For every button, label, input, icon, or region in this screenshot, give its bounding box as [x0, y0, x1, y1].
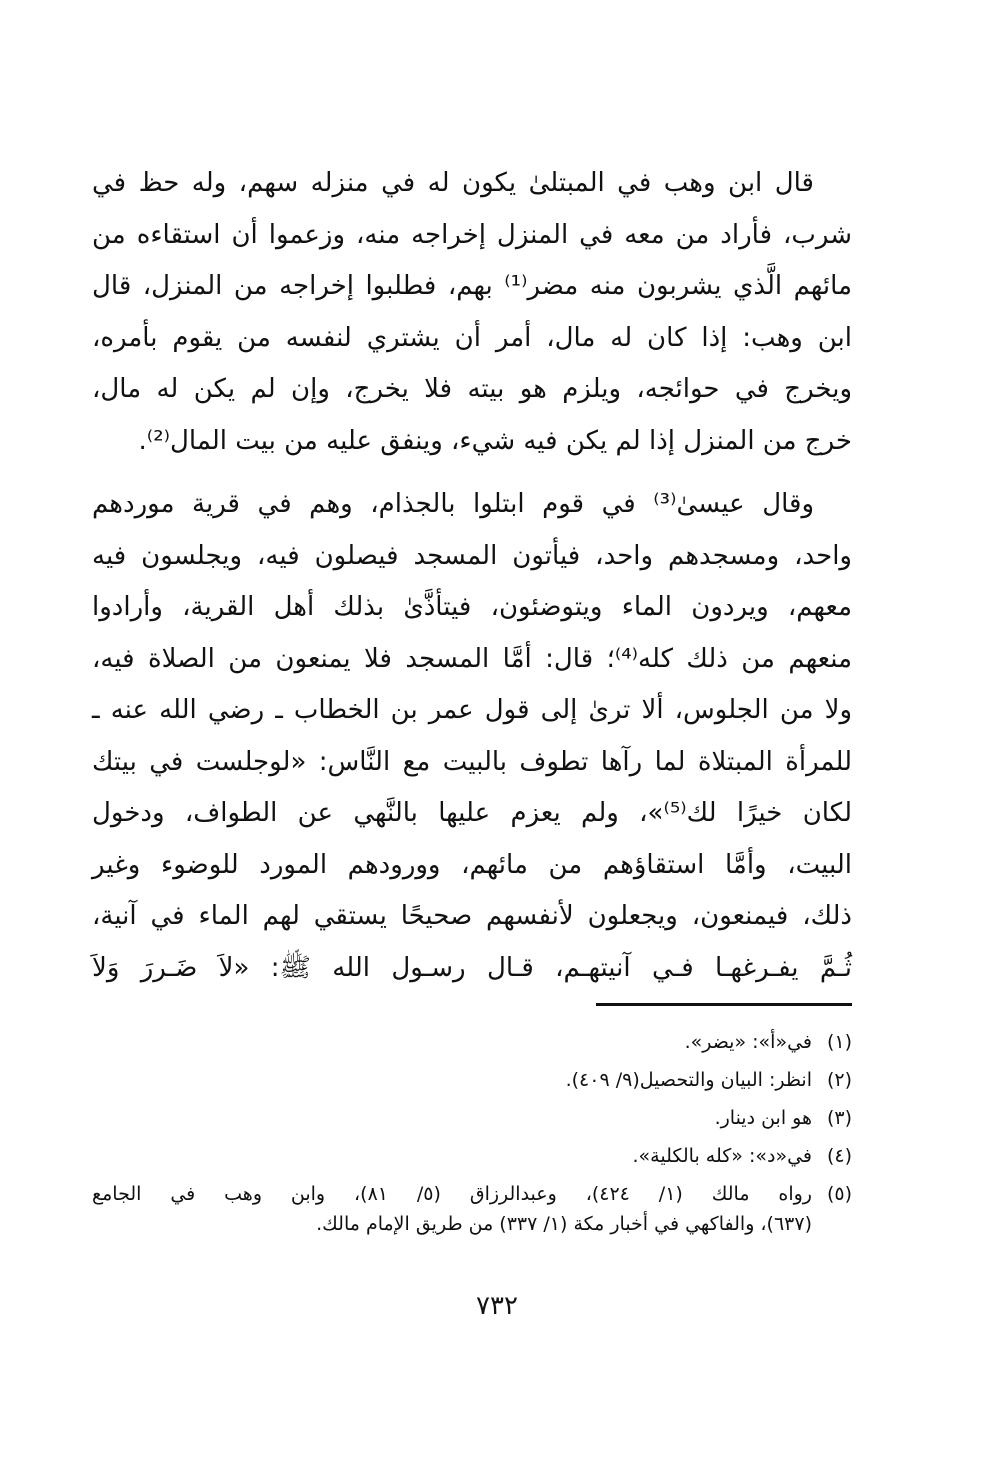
text-line: ذلك، فيمنعون، ويجعلون لأنفسهم صحيحًا يستقي لهم الماء في آنية، [92, 901, 852, 931]
page-number: ٧٣٢ [476, 1291, 518, 1321]
text-line: مائهم الَّذي يشربون منه مضر⁽¹⁾ بهم، فطلبوا إخراجه من المنزل، قال [92, 271, 853, 301]
text-line: ابن وهب: إذا كان له مال، أمر أن يشتري لنفسه من يقوم بأمره، [92, 322, 852, 353]
text-line: للمرأة المبتلاة لما رآها تطوف بالبيت مع النَّاس: «لوجلست في بيتك [92, 746, 852, 777]
footnote-item [92, 1179, 852, 1239]
text-line: قال ابن وهب في المبتلىٰ يكون له في منزله سهم، وله حظ في [92, 168, 814, 198]
text-line: واحد، ومسجدهم واحد، فيأتون المسجد فيصلون فيه، ويجلسون فيه [92, 540, 852, 571]
footnotes [92, 1027, 852, 1247]
text-line: البيت، وأمَّا استقاؤهم من مائهم، وورودهم المورد للوضوء وغير [92, 849, 852, 880]
footnote-item [92, 1103, 852, 1133]
footnote-item [92, 1065, 852, 1095]
text-line: وقال عيسىٰ⁽³⁾ في قوم ابتلوا بالجذام، وهم في قرية موردهم [92, 489, 815, 519]
footnote-number: (٢) [826, 1069, 852, 1091]
text-line: لكان خيرًا لك⁽⁵⁾»، ولم يعزم عليها بالنَّهي عن الطواف، ودخول [92, 798, 852, 828]
main-text [92, 158, 852, 994]
footnote-number: (١) [826, 1031, 852, 1053]
footnote-line: في«أ»: «يضر». [684, 1031, 812, 1053]
text-line: خرج من المنزل إذا لم يكن فيه شيء، وينفق عليه من بيت المال⁽²⁾. [138, 425, 852, 456]
text-line: منعهم من ذلك كله⁽⁴⁾؛ قال: أمَّا المسجد فلا يمنعون من الصلاة فيه، [92, 643, 853, 674]
footnote-divider [596, 1003, 852, 1006]
paragraph-1 [92, 158, 852, 467]
footnote-item [92, 1141, 852, 1171]
footnote-text [92, 1065, 812, 1095]
footnote-item [92, 1027, 852, 1057]
footnote-line: هو ابن دينار. [714, 1107, 812, 1129]
text-line: ولا من الجلوس، ألا ترىٰ إلى قول عمر بن الخطاب ـ رضي الله عنه ـ [92, 695, 852, 725]
text-line: شرب، فأراد من معه في المنزل إخراجه منه، وزعموا أن استقاءه من [92, 219, 852, 250]
text-line: ثُـمَّ يفـرغهـا فـي آنيتهـم، قـال رسـول الله ﷺ: «لاَ ضَـررَ وَلاَ [92, 952, 852, 983]
footnote-number: (٤) [826, 1145, 852, 1167]
paragraph-2 [92, 479, 852, 994]
text-line: معهم، ويردون الماء ويتوضئون، فيتأذَّىٰ بذلك أهل القرية، وأرادوا [92, 592, 852, 622]
footnote-line: انظر: البيان والتحصيل(٩/ ٤٠٩). [565, 1069, 812, 1091]
footnote-number: (٣) [826, 1107, 852, 1129]
footnote-text [92, 1141, 812, 1171]
footnote-line: رواه مالك (١/ ٤٢٤)، وعبدالرزاق (٥/ ٨١)، وابن وهب في الجامع [92, 1183, 812, 1205]
text-line: ويخرج في حوائجه، ويلزم هو بيته فلا يخرج، وإن لم يكن له مال، [92, 374, 852, 404]
footnote-line: (٦٣٧)، والفاكهي في أخبار مكة (١/ ٣٣٧) من طريق الإمام مالك. [316, 1213, 812, 1235]
footnote-text [92, 1027, 812, 1057]
paragraph-gap [92, 467, 852, 479]
footnote-text [92, 1179, 812, 1239]
footnote-text [92, 1103, 812, 1133]
footnote-line: في«د»: «كله بالكلية». [632, 1145, 812, 1167]
footnote-number: (٥) [826, 1183, 852, 1205]
